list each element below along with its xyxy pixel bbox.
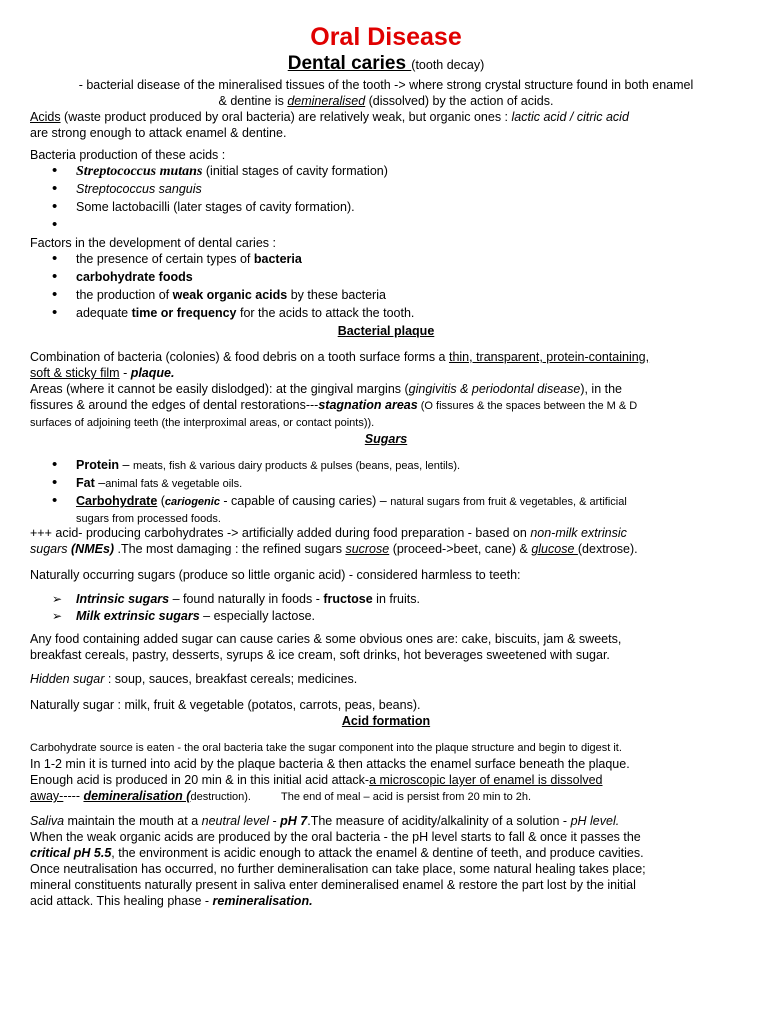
factor-text: by these bacteria (287, 288, 386, 302)
factor-text: the production of (76, 288, 173, 302)
factor-bold: time or frequency (131, 306, 237, 320)
plaque-text: Areas (where it cannot be easily dislodged): at the gingival margins ( (30, 382, 409, 396)
sugar-type: Intrinsic sugars (76, 592, 170, 606)
sugars-italic: non-milk extrinsic (530, 526, 627, 540)
bacteria-name: Streptococcus mutans (76, 164, 203, 179)
acid-small: The end of meal – acid is persist from 20 min to 2h. (280, 791, 532, 803)
intro-text: (dissolved) by the action of acids. (365, 94, 554, 108)
factor-text: for the acids to attack the tooth. (236, 306, 415, 320)
acids-italic: lactic acid / citric acid (511, 110, 629, 124)
acid-small: destruction). (190, 791, 251, 803)
plaque-underline: soft & sticky film (30, 366, 120, 380)
nutrient-text: – (94, 476, 106, 490)
saliva-term: critical pH 5.5 (30, 846, 112, 860)
saliva-text: maintain the mouth at a (64, 814, 202, 828)
bacteria-note: Some lactobacilli (later stages of cavity formation). (76, 200, 355, 214)
bacteria-name: Streptococcus sanguis (76, 182, 202, 196)
factors-lead: Factors in the development of dental caries : (30, 236, 276, 250)
sugar-types-list (30, 591, 742, 625)
list-item (76, 199, 742, 217)
acid-heading: Acid formation (341, 714, 431, 728)
list-item (76, 591, 742, 608)
saliva-text: When the weak organic acids are produced by the oral bacteria - the pH level starts to fall & once it passes the (30, 830, 641, 844)
plaque-term: stagnation areas (318, 398, 418, 412)
factor-bold: bacteria (253, 252, 302, 266)
plaque-underline: thin, transparent, protein-containing, (448, 350, 650, 364)
nutrient-detail: meats, fish & various dairy products & pulses (beans, peas, lentils). (132, 460, 461, 472)
acid-text: Enough acid is produced in 20 min & in this initial acid attack- (30, 773, 370, 787)
factor-bold: carbohydrate foods (76, 270, 193, 284)
sugars-text: (dextrose). (577, 542, 638, 556)
list-item (76, 163, 742, 181)
saliva-italic: pH level. (570, 814, 620, 828)
any-food-paragraph (30, 631, 742, 663)
sugars-glucose: glucose (531, 542, 578, 556)
acid-text: In 1-2 min it is turned into acid by the plaque bacteria & then attacks the enamel surface beneath the plaque. (30, 757, 630, 771)
acids-word: Acids (30, 110, 61, 124)
list-item (76, 251, 742, 269)
bacteria-note: (initial stages of cavity formation) (202, 164, 388, 178)
natural-sugars-line: Naturally occurring sugars (produce so little organic acid) - considered harmless to teeth: (30, 568, 521, 582)
saliva-word: Saliva (30, 814, 65, 828)
factors-list (30, 251, 742, 323)
acids-paragraph (30, 109, 742, 141)
list-item (76, 475, 742, 493)
acid-carbs-paragraph (30, 525, 742, 557)
acid-text: Carbohydrate source is eaten - the oral bacteria take the sugar component into the plaque structure and begin to digest it. (30, 742, 622, 754)
saliva-text: .The measure of acidity/alkalinity of a solution - (307, 814, 571, 828)
nutrient-detail: animal fats & vegetable oils. (105, 478, 243, 490)
sugars-sucrose: sucrose (345, 542, 390, 556)
factor-bold: weak organic acids (172, 288, 288, 302)
saliva-paragraph (30, 813, 742, 909)
nutrient-detail: natural sugars from fruit & vegetables, & artificial (390, 496, 627, 508)
plaque-text: Combination of bacteria (colonies) & food debris on a tooth surface forms a (30, 350, 449, 364)
sugars-italic: sugars (30, 542, 71, 556)
factor-text: the presence of certain types of (76, 252, 254, 266)
plaque-term: plaque. (130, 366, 175, 380)
acid-paragraph (30, 739, 742, 805)
acids-text: (waste product produced by oral bacteria) are relatively weak, but organic ones : (60, 110, 512, 124)
saliva-text: , the environment is acidic enough to attack the enamel & dentine of teeth, and produce cavities. (111, 846, 644, 860)
acid-underline: a microscopic layer of enamel is dissolved (369, 773, 603, 787)
acid-underline: away- (30, 789, 64, 803)
nutrient-italic: cariogenic (164, 496, 220, 508)
saliva-text: mineral constituents naturally present in saliva enter demineralised enamel & restore the part lost by the initial (30, 878, 636, 892)
intro-text: & dentine is (218, 94, 288, 108)
plaque-italic: gingivitis & periodontal disease (408, 382, 581, 396)
hidden-sugar-label: Hidden sugar (30, 672, 105, 686)
plaque-text: fissures & around the edges of dental restorations--- (30, 398, 319, 412)
list-item (76, 608, 742, 625)
list-item (76, 269, 742, 287)
plaque-small: surfaces of adjoining teeth (the interproximal areas, or contact points)). (30, 417, 375, 429)
intro-demineralised: demineralised (287, 94, 366, 108)
factor-text: adequate (76, 306, 132, 320)
saliva-term: remineralisation. (212, 894, 313, 908)
subtitle-main: Dental caries (287, 53, 412, 74)
saliva-text: Once neutralisation has occurred, no further demineralisation can take place, some natural healing takes place; (30, 862, 646, 876)
sugar-text: in fruits. (372, 592, 420, 606)
plaque-text: ), in the (580, 382, 622, 396)
saliva-text: acid attack. This healing phase - (30, 894, 213, 908)
nutrient-text: ( (157, 494, 165, 508)
sugars-text: +++ acid- producing carbohydrates -> artificially added during food preparation - based on (30, 526, 531, 540)
list-item (76, 493, 742, 525)
nutrient-detail: sugars from processed foods. (76, 513, 221, 525)
page-subtitle (30, 52, 742, 77)
list-item (76, 305, 742, 323)
sugars-text: .The most damaging : the refined sugars (114, 542, 346, 556)
hidden-sugar-line (30, 671, 742, 687)
list-item (76, 217, 742, 235)
sugars-text: Any food containing added sugar can cause caries & some obvious ones are: cake, biscuits, jam & sweets, (30, 632, 622, 646)
nutrient-text: - capable of causing caries) – (219, 494, 391, 508)
acids-text: are strong enough to attack enamel & dentine. (30, 126, 287, 140)
intro-line-2 (30, 93, 742, 109)
nutrient-name: Carbohydrate (76, 494, 158, 508)
sugars-text: breakfast cereals, pastry, desserts, syrups & ice cream, soft drinks, hot beverages sweetened with sugar. (30, 648, 610, 662)
saliva-term: pH 7 (280, 814, 308, 828)
nutrient-text: – (119, 458, 133, 472)
sugars-text: : soup, sauces, breakfast cereals; medicines. (104, 672, 358, 686)
sugar-type: Milk extrinsic sugars (76, 609, 200, 623)
plaque-heading: Bacterial plaque (337, 324, 435, 338)
list-item (76, 457, 742, 475)
sugar-text: – especially lactose. (199, 609, 316, 623)
nutrient-list (30, 457, 742, 525)
saliva-text: - (269, 814, 281, 828)
intro-line-1: - bacterial disease of the mineralised tissues of the tooth -> where strong crystal structure found in both enamel (78, 78, 694, 92)
subtitle-paren: (tooth decay) (411, 58, 485, 72)
nutrient-name: Fat (76, 476, 95, 490)
page-title: Oral Disease (310, 23, 462, 51)
acid-term: demineralisation ( (83, 789, 191, 803)
sugar-text: – found naturally in foods - (169, 592, 324, 606)
sugars-heading: Sugars (364, 432, 408, 446)
saliva-italic: neutral level (201, 814, 270, 828)
acid-text: ---- (63, 789, 84, 803)
sugars-text: (proceed->beet, cane) & (389, 542, 532, 556)
plaque-text: - (119, 366, 131, 380)
bacteria-list (30, 163, 742, 235)
naturally-sugar-line: Naturally sugar : milk, fruit & vegetable (potatos, carrots, peas, beans). (30, 698, 421, 712)
list-item (76, 181, 742, 199)
list-item (76, 287, 742, 305)
sugar-bold: fructose (323, 592, 373, 606)
sugars-term: (NMEs) (71, 542, 115, 556)
nutrient-name: Protein (76, 458, 120, 472)
plaque-paragraph (30, 349, 742, 431)
bacteria-lead: Bacteria production of these acids : (30, 148, 226, 162)
document-page (30, 22, 742, 909)
plaque-small: (O fissures & the spaces between the M & D (417, 400, 638, 412)
